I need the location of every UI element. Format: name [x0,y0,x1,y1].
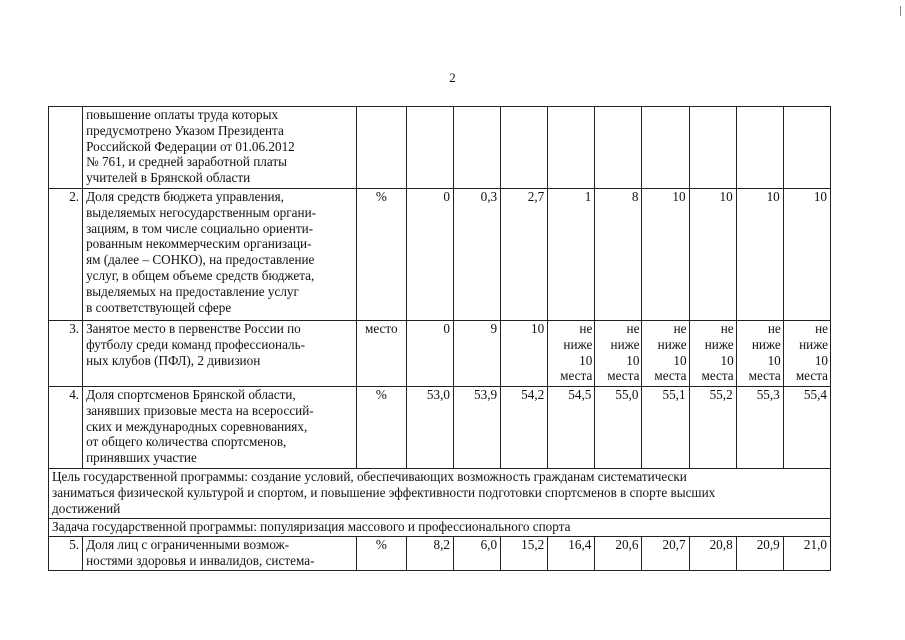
name-line: зациям, в том числе социально ориенти- [86,220,314,236]
table-row-continuation [49,107,831,189]
cell-value: 53,9 [454,387,501,469]
name-line: № 761, и средней заработной платы [86,154,287,170]
cell-value: 6,0 [454,537,501,571]
edge-mark [900,6,901,16]
cell-unit [356,107,406,189]
name-line: услуг, в общем объеме средств бюджета, [86,267,315,283]
name-line: ных клубов (ПФЛ), 2 дивизион [86,352,261,368]
name-line: принявших участие [86,450,197,466]
cell-value [689,107,736,189]
task-row [49,519,831,537]
cell-value: 10 [642,189,689,321]
goal-line: достижений [52,500,121,516]
goal-line: заниматься физической культурой и спортом, и повышение эффективности подготовки спортсменов в спорте высших [52,484,716,500]
name-line: выделяемых негосударственным органи- [86,204,317,220]
name-line: выделяемых на предоставление услуг [86,283,299,299]
cell-value: 0 [406,189,453,321]
goal-cell [49,469,831,519]
cell-num: 3. [49,321,83,387]
value-line: не [626,321,640,336]
value-line: 10 [814,352,828,368]
name-line: ских и международных соревнованиях, [86,418,308,434]
cell-value [783,107,830,189]
value-line: ниже [704,336,734,352]
cell-unit: % [356,537,406,571]
value-line: места [654,368,687,384]
cell-value: 20,6 [595,537,642,571]
cell-value [501,107,548,189]
cell-value: 55,1 [642,387,689,469]
name-line: рованным некоммерческим организаци- [86,236,312,252]
cell-value: 55,0 [595,387,642,469]
value-line: 10 [767,352,781,368]
cell-value: 10 [783,189,830,321]
cell-value [595,107,642,189]
value-line: места [748,368,781,384]
page-number: 2 [449,70,456,85]
name-line: Доля спортсменов Брянской области, [86,387,296,402]
table-row [49,321,831,387]
cell-name [83,537,357,571]
cell-num [49,107,83,189]
cell-value [642,107,689,189]
value-line: места [701,368,734,384]
value-line: места [607,368,640,384]
name-line: ям (далее – СОНКО), на предоставление [86,252,315,268]
cell-value-wrapped [548,321,595,387]
cell-value: 0 [406,321,453,387]
cell-value: 2,7 [501,189,548,321]
cell-num: 2. [49,189,83,321]
value-line: не [767,321,781,336]
value-line: ниже [563,336,593,352]
cell-num: 5. [49,537,83,571]
value-line: ниже [610,336,640,352]
cell-value: 10 [736,189,783,321]
cell-value: 55,2 [689,387,736,469]
value-line: 10 [626,352,640,368]
cell-value: 54,5 [548,387,595,469]
goal-row [49,469,831,519]
cell-name [83,321,357,387]
cell-value: 53,0 [406,387,453,469]
value-line: места [560,368,593,384]
value-line: ниже [799,336,828,352]
cell-value-wrapped [642,321,689,387]
cell-value: 20,7 [642,537,689,571]
cell-value-wrapped [736,321,783,387]
value-line: ниже [751,336,781,352]
value-line: не [579,321,593,336]
name-line: предусмотрено Указом Президента [86,122,284,138]
cell-value: 8,2 [406,537,453,571]
cell-value: 8 [595,189,642,321]
value-line: ниже [657,336,687,352]
table-row [49,189,831,321]
cell-name [83,387,357,469]
cell-value-wrapped [689,321,736,387]
name-line: футболу среди команд профессиональ- [86,336,306,352]
cell-value: 55,4 [783,387,830,469]
value-line: 10 [720,352,734,368]
task-cell: Задача государственной программы: популяризация массового и профессионального спорта [49,519,831,537]
value-line: 10 [579,352,593,368]
name-line: в соответствующей сфере [86,299,232,315]
cell-name [83,107,357,189]
cell-value: 0,3 [454,189,501,321]
indicators-table [48,106,831,571]
cell-value: 21,0 [783,537,830,571]
cell-unit: % [356,387,406,469]
name-line: учителей в Брянской области [86,170,251,186]
goal-line: Цель государственной программы: создание условий, обеспечивающих возможность гражданам систематически [52,469,687,484]
cell-value: 15,2 [501,537,548,571]
value-line: не [673,321,687,336]
cell-unit: место [356,321,406,387]
cell-value [406,107,453,189]
value-line: не [720,321,734,336]
name-line: Доля лиц с ограниченными возмож- [86,537,290,552]
name-line: повышение оплаты труда которых [86,107,279,122]
cell-value: 10 [501,321,548,387]
table-row [49,537,831,571]
name-line: Занятое место в первенстве России по [86,321,301,336]
name-line: Доля средств бюджета управления, [86,189,284,204]
name-line: занявших призовые места на всероссий- [86,402,314,418]
value-line: не [815,321,828,336]
cell-value-wrapped [595,321,642,387]
cell-value: 54,2 [501,387,548,469]
cell-unit: % [356,189,406,321]
name-line: ностями здоровья и инвалидов, система- [86,552,315,568]
cell-value: 10 [689,189,736,321]
table-row [49,387,831,469]
cell-value: 16,4 [548,537,595,571]
cell-value: 20,9 [736,537,783,571]
name-line: от общего количества спортсменов, [86,434,287,450]
value-line: места [795,368,828,384]
cell-value [548,107,595,189]
cell-value: 55,3 [736,387,783,469]
cell-num: 4. [49,387,83,469]
cell-value: 1 [548,189,595,321]
value-line: 10 [673,352,687,368]
cell-value [454,107,501,189]
cell-value: 20,8 [689,537,736,571]
cell-value [736,107,783,189]
cell-name [83,189,357,321]
cell-value: 9 [454,321,501,387]
cell-value-wrapped [783,321,830,387]
name-line: Российской Федерации от 01.06.2012 [86,138,295,154]
